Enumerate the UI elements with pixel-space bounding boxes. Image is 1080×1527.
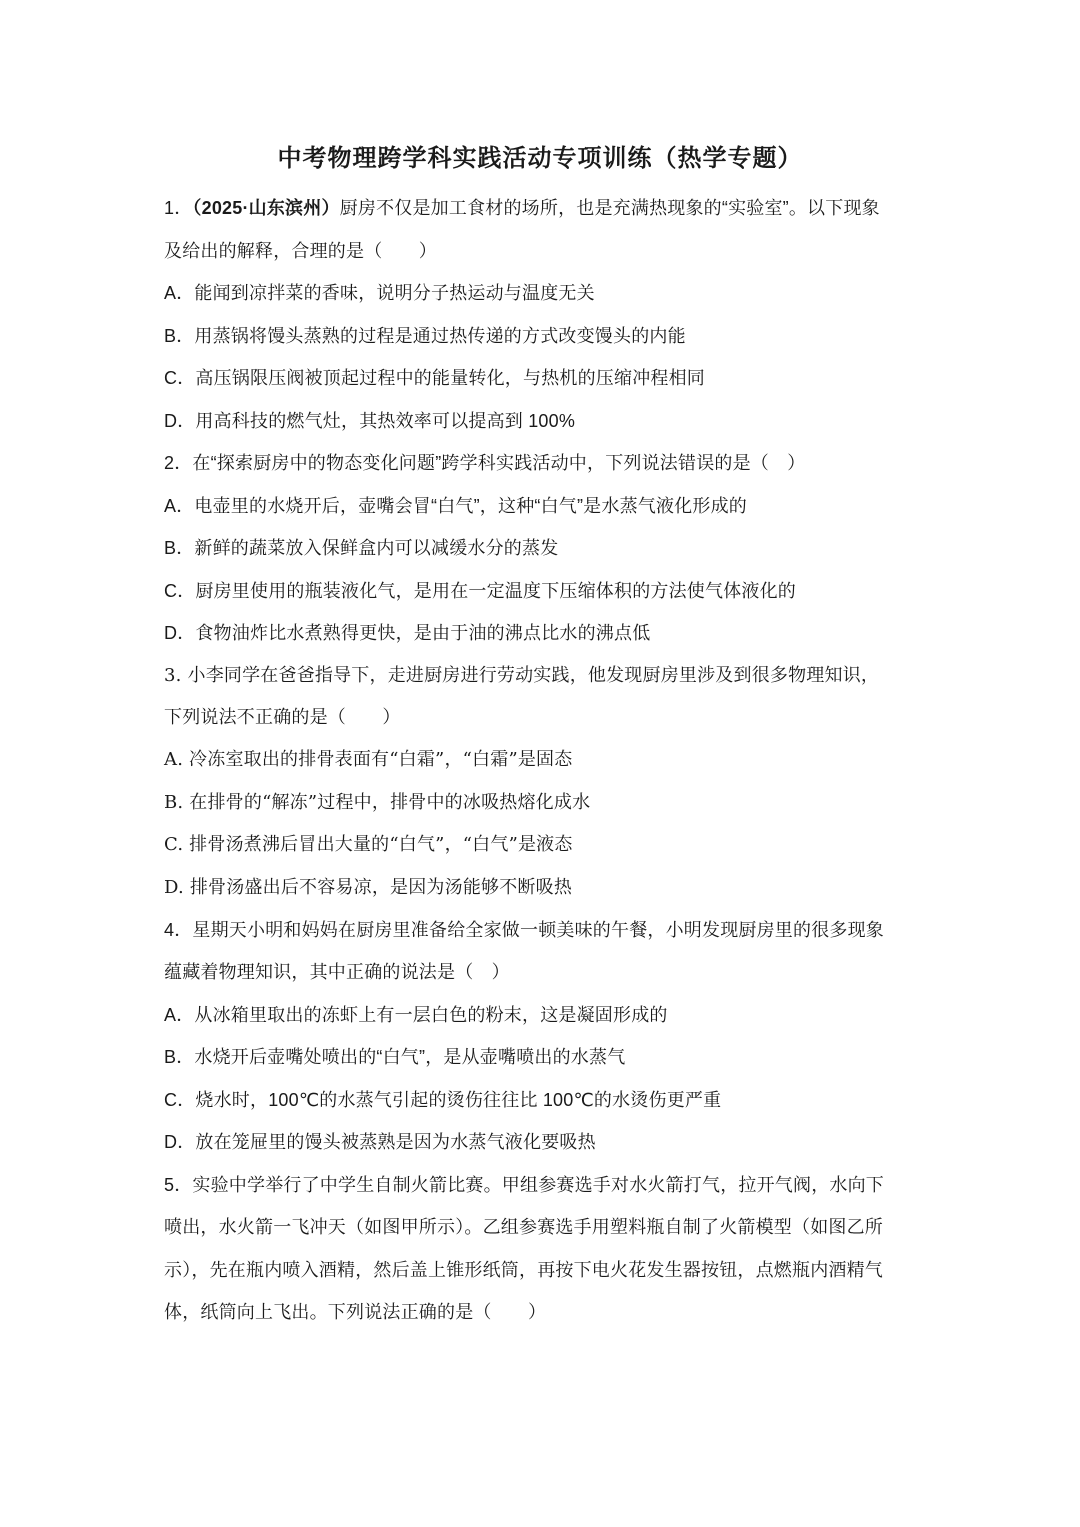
q2-stem: 2．在“探索厨房中的物态变化问题”跨学科实践活动中，下列说法错误的是（ ） (164, 453, 806, 473)
q4-stem-line-1: 4．星期天小明和妈妈在厨房里准备给全家做一顿美味的午餐，小明发现厨房里的很多现象 (164, 920, 885, 940)
q3-option-c: C. 排骨汤煮沸后冒出大量的“白气”，“白气”是液态 (164, 834, 573, 855)
q3-option-a: A. 冷冻室取出的排骨表面有“白霜”，“白霜”是固态 (164, 749, 573, 770)
q1-source: （2025·山东滨州） (192, 198, 340, 218)
q3-stem-line-2: 下列说法不正确的是（ ） (164, 707, 401, 728)
q1-option-d: D．用高科技的燃气灶，其热效率可以提高到 100% (164, 411, 576, 431)
q2-option-a: A．电壶里的水烧开后，壶嘴会冒“白气”，这种“白气”是水蒸气液化形成的 (164, 496, 747, 516)
q1-stem-text: 厨房不仅是加工食材的场所，也是充满热现象的“实验室”。以下现象 (339, 198, 880, 218)
q4-stem-line-2: 蕴藏着物理知识，其中正确的说法是（ ） (164, 962, 510, 982)
q1-stem-line-1 (164, 194, 944, 222)
q3-stem-line-1: 3. 小李同学在爸爸指导下，走进厨房进行劳动实践，他发现厨房里涉及到很多物理知识， (164, 665, 880, 686)
q1-option-c: C．高压锅限压阀被顶起过程中的能量转化，与热机的压缩冲程相同 (164, 368, 705, 388)
q4-option-c: C．烧水时，100℃的水蒸气引起的烫伤往往比 100℃的水烫伤更严重 (164, 1090, 722, 1110)
q5-stem-line-4: 体，纸筒向上飞出。下列说法正确的是（ ） (164, 1302, 547, 1322)
q2-option-c: C．厨房里使用的瓶装液化气，是用在一定温度下压缩体积的方法使气体液化的 (164, 581, 796, 601)
q4-option-a: A．从冰箱里取出的冻虾上有一层白色的粉末，这是凝固形成的 (164, 1005, 668, 1025)
q1-option-a: A．能闻到凉拌菜的香味，说明分子热运动与温度无关 (164, 283, 595, 303)
q1-option-b: B．用蒸锅将馒头蒸熟的过程是通过热传递的方式改变馒头的内能 (164, 326, 686, 346)
q2-option-b: B．新鲜的蔬菜放入保鲜盒内可以减缓水分的蒸发 (164, 538, 559, 558)
q5-stem-line-1: 5．实验中学举行了中学生自制火箭比赛。甲组参赛选手对水火箭打气，拉开气阀，水向下 (164, 1175, 885, 1195)
q1-stem-line-2: 及给出的解释，合理的是（ ） (164, 241, 437, 261)
q5-stem-line-2: 喷出，水火箭一飞冲天（如图甲所示）。乙组参赛选手用塑料瓶自制了火箭模型（如图乙所 (164, 1217, 883, 1237)
q3-option-d: D. 排骨汤盛出后不容易凉，是因为汤能够不断吸热 (164, 877, 573, 898)
q4-option-d: D．放在笼屉里的馒头被蒸熟是因为水蒸气液化要吸热 (164, 1132, 596, 1152)
page-title: 中考物理跨学科实践活动专项训练（热学专题） (277, 143, 803, 172)
q3-option-b: B. 在排骨的“解冻”过程中，排骨中的冰吸热熔化成水 (164, 792, 591, 813)
q5-stem-line-3: 示），先在瓶内喷入酒精，然后盖上锥形纸筒，再按下电火花发生器按钮，点燃瓶内酒精气 (164, 1260, 883, 1280)
q4-option-b: B．水烧开后壶嘴处喷出的“白气”，是从壶嘴喷出的水蒸气 (164, 1047, 626, 1067)
q2-option-d: D．食物油炸比水煮熟得更快，是由于油的沸点比水的沸点低 (164, 623, 651, 643)
q1-number: 1． (164, 198, 193, 218)
